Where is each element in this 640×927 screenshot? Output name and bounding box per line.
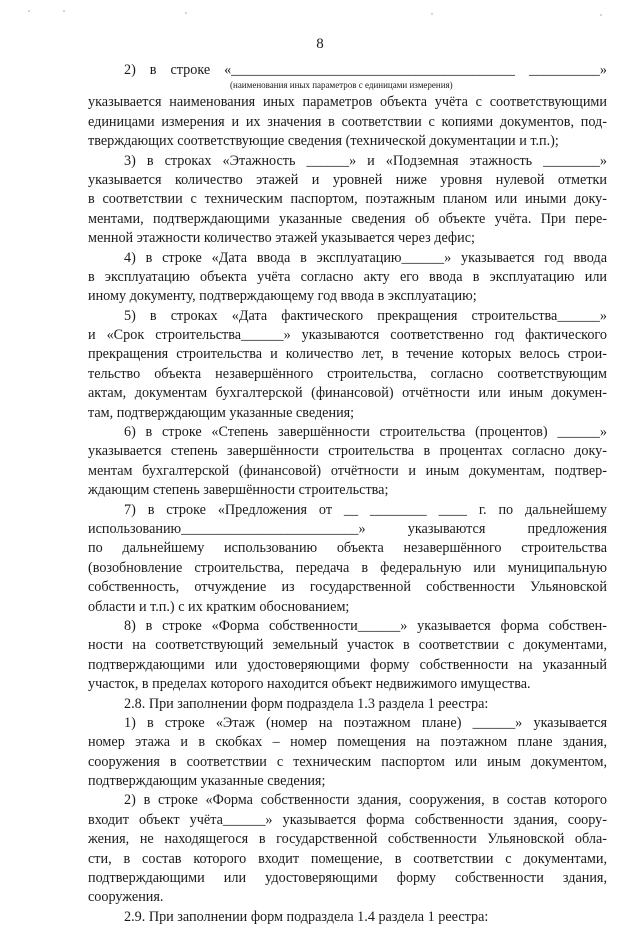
text-line: тельство объекта незавершённого строительства, согласно соответствующим	[88, 365, 607, 382]
text-line: сооружения в соответствии с техническим паспортом или иным документом,	[88, 753, 607, 770]
text-line: 4) в строке «Дата ввода в эксплуатацию______» указывается год ввода	[124, 249, 607, 266]
text-line: 3) в строках «Этажность ______» и «Подземная этажность ________»	[124, 152, 607, 169]
scan-speck	[185, 12, 187, 14]
text-line: по дальнейшему использованию объекта незавершённого строительства	[88, 540, 607, 557]
text-line: прекращения строительства и количество лет, в течение которых велось строи-	[88, 346, 607, 363]
text-line: ждающим степень завершённости строительства;	[88, 482, 389, 499]
text-line: актам, документам бухгалтерской (финансовой) отчётности или иным докумен-	[88, 385, 607, 402]
text-line: тверждающих соответствующие сведения (технической документации и т.п.);	[88, 133, 559, 150]
text-line: ментам бухгалтерской (финансовой) отчётности и иным документам, подтвер-	[88, 462, 607, 479]
text-line: подтверждающими или удостоверяющими форму собственности здания,	[88, 870, 607, 887]
text-line: 6) в строке «Степень завершённости строительства (процентов) ______»	[124, 424, 607, 441]
scan-speck	[431, 13, 433, 15]
text-line: подтверждающими или удостоверяющими форму собственности на указанный	[88, 656, 607, 673]
text-line: 7) в строке «Предложения от __ ________ ____ г. по дальнейшему	[124, 501, 607, 518]
text-line: собственность, отчуждение из государственной собственности Ульяновской	[88, 579, 607, 596]
text-line: в эксплуатацию объекта учёта согласно акту его ввода в эксплуатацию или	[88, 268, 607, 285]
text-line: сооружения.	[88, 889, 164, 906]
text-line: 2.8. При заполнении форм подраздела 1.3 раздела 1 реестра:	[124, 695, 489, 712]
text-line: ментами, подтверждающими указанные сведения об объекте учёта. При пере-	[88, 210, 607, 227]
text-line: 2.9. При заполнении форм подраздела 1.4 раздела 1 реестра:	[124, 908, 489, 925]
text-line: жения, не находящегося в государственной собственности Ульяновской обла-	[88, 831, 607, 848]
scan-speck	[600, 14, 602, 16]
text-line: участок, в пределах которого находится объект недвижимого имущества.	[88, 676, 531, 693]
text-line: 1) в строке «Этаж (номер на поэтажном плане) ______» указывается	[124, 714, 607, 731]
text-line: единицами измерения и их значения в соответствии с копиями документов, под-	[88, 113, 607, 130]
text-line: входит объект учёта______» указывается форма собственности здания, соору-	[88, 811, 607, 828]
text-line: области и т.п.) с их кратким обоснованием;	[88, 598, 350, 615]
text-line: сти, в состав которого входит помещение, в соответствии с документами,	[88, 850, 607, 867]
text-line: указывается количество этажей и уровней ниже уровня нулевой отметки	[88, 171, 607, 188]
scan-speck	[63, 10, 65, 12]
page-number: 8	[316, 36, 324, 52]
document-body	[88, 61, 607, 927]
text-line: менной этажности количество этажей указывается через дефис;	[88, 230, 475, 247]
text-line: номер этажа и в скобках – номер помещения на поэтажном плане здания,	[88, 734, 607, 751]
text-line: 5) в строках «Дата фактического прекращения строительства______»	[124, 307, 607, 324]
text-line: в соответствии с техническим паспортом, поэтажным планом или иными доку-	[88, 191, 607, 208]
scan-speck	[28, 10, 30, 12]
text-line: там, подтверждающим указанные сведения;	[88, 404, 355, 421]
text-line: и «Срок строительства______» указываются соответственно год фактического	[88, 327, 607, 344]
text-line: 2) в строке «Форма собственности здания, сооружения, в состав которого	[124, 792, 607, 809]
text-line: иному документу, подтверждающему год ввода в эксплуатацию;	[88, 288, 477, 305]
text-line: 2) в строке «________________________________________ __________»	[124, 62, 607, 78]
text-line: использованию_________________________» указываются предложения	[88, 520, 607, 537]
field-caption: (наименования иных параметров с единицами измерения)	[230, 80, 453, 91]
text-line: 8) в строке «Форма собственности______» указывается форма собствен-	[124, 617, 607, 634]
text-line: подтверждающим указанные сведения;	[88, 773, 326, 790]
text-line: (возобновление строительства, передача в федеральную или муниципальную	[88, 559, 607, 576]
text-line: указывается наименования иных параметров объекта учёта с соответствующими	[88, 94, 607, 111]
text-line: ности на соответствующий земельный участок в соответствии с документами,	[88, 637, 607, 654]
text-line: указывается степень завершённости строительства в процентах согласно доку-	[88, 443, 607, 460]
